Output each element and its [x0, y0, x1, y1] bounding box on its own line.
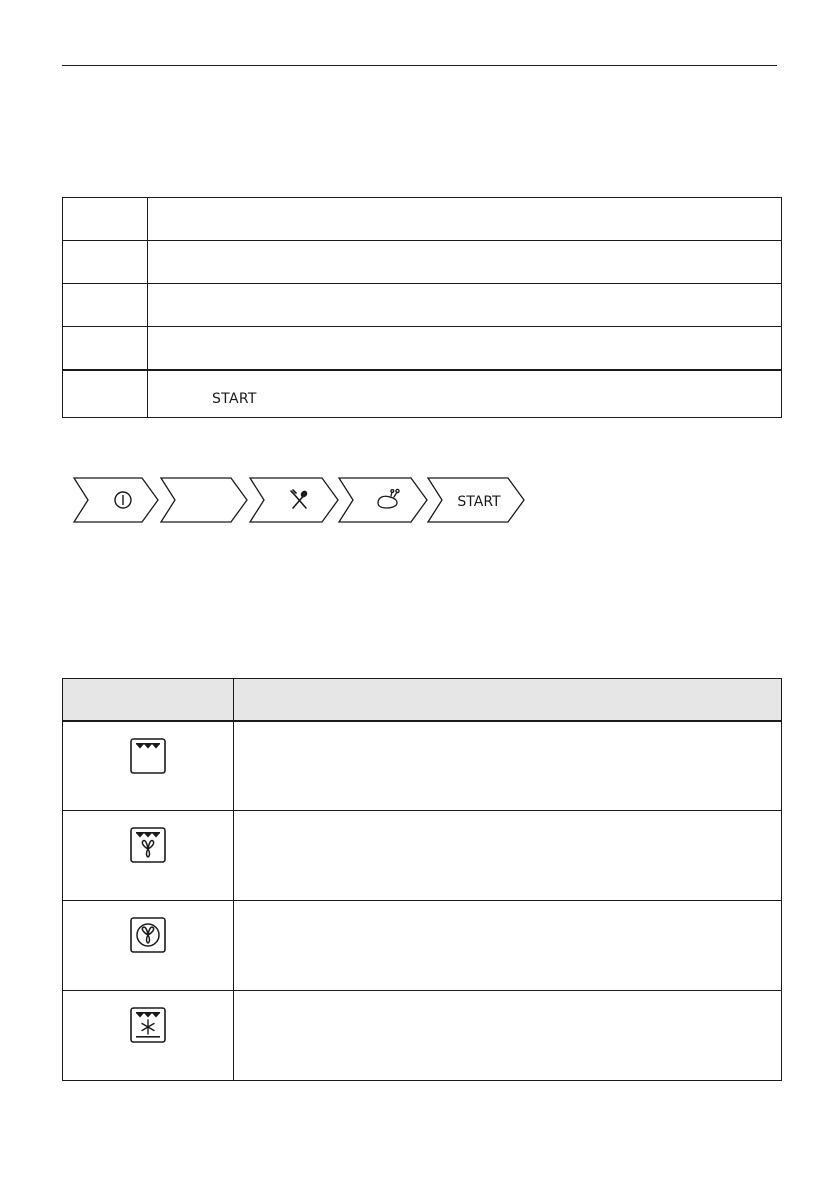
function-description [234, 811, 782, 901]
function-description [234, 721, 782, 811]
table-row [63, 327, 782, 370]
step-number [63, 370, 148, 418]
steps-table [62, 197, 782, 418]
table-row [63, 284, 782, 327]
top-heat-icon [128, 736, 168, 776]
step-text [148, 284, 782, 327]
table-row [63, 901, 782, 991]
step-text [148, 241, 782, 284]
table-row [63, 198, 782, 241]
header-rule [62, 65, 777, 66]
function-symbol-cell [63, 811, 234, 901]
operation-flow [70, 476, 530, 524]
start-label: START [212, 390, 257, 407]
flow-step-1 [74, 478, 158, 522]
table-header-row [63, 679, 782, 721]
flow-step-3 [250, 478, 338, 522]
step-number [63, 198, 148, 241]
table-row [63, 721, 782, 811]
step-number [63, 327, 148, 370]
functions-table [62, 678, 782, 1081]
step-text [148, 370, 782, 418]
table-row [63, 241, 782, 284]
step-number [63, 284, 148, 327]
table-row [63, 370, 782, 418]
function-symbol-cell [63, 901, 234, 991]
function-symbol-cell [63, 721, 234, 811]
fan-ring-icon [128, 915, 168, 955]
table-row [63, 991, 782, 1081]
table-row [63, 811, 782, 901]
function-description [234, 991, 782, 1081]
step-text [148, 198, 782, 241]
step-number [63, 241, 148, 284]
column-header-symbol [63, 679, 234, 721]
flow-step-2 [161, 478, 247, 522]
step-text [148, 327, 782, 370]
flow-step-4 [339, 478, 427, 522]
column-header-description [234, 679, 782, 721]
fan-top-heat-icon [128, 825, 168, 865]
function-symbol-cell [63, 991, 234, 1081]
flow-start-label: START [457, 494, 501, 510]
function-description [234, 901, 782, 991]
defrost-icon [128, 1005, 168, 1045]
